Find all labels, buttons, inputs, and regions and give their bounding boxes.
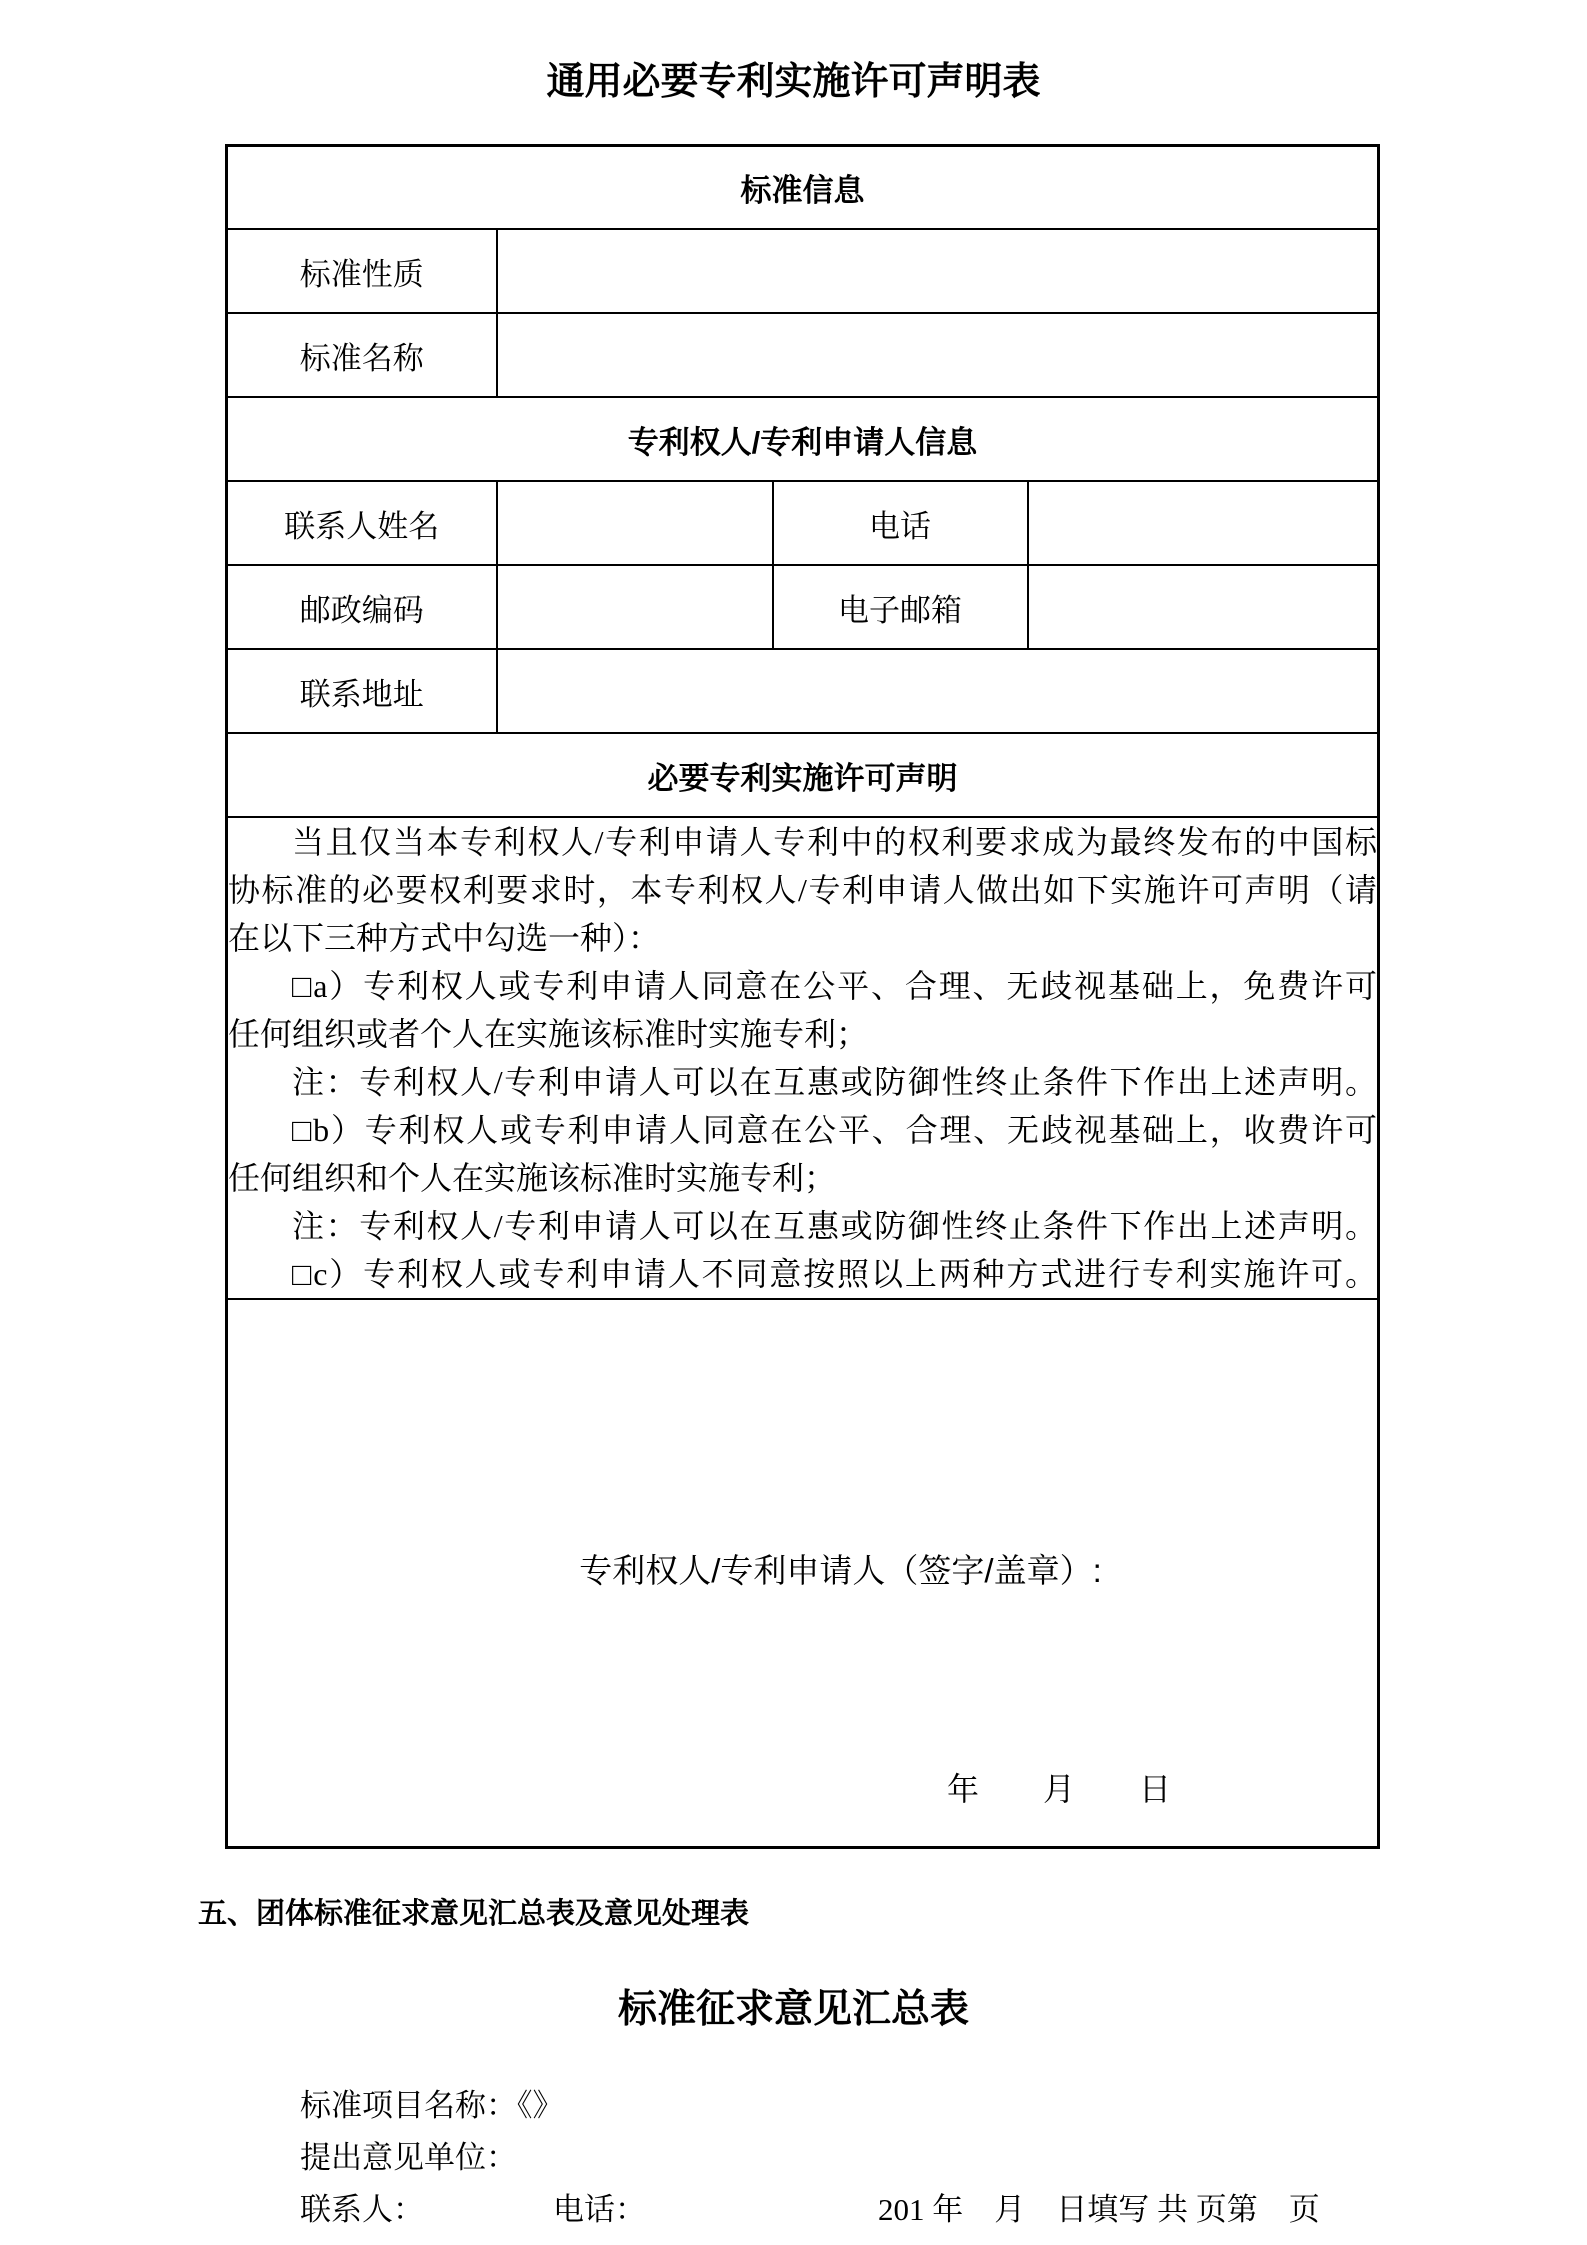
signature-date-line: 年 月 日 bbox=[946, 1771, 1171, 1808]
declaration-text-cell bbox=[227, 817, 1379, 1299]
declaration-line-text: 在以下三种方式中勾选一种）： bbox=[228, 920, 661, 957]
address-label: 联系地址 bbox=[227, 649, 497, 733]
project-name-label: 标准项目名称：《》 bbox=[300, 2088, 564, 2124]
standard-name-field[interactable] bbox=[497, 313, 1379, 397]
declaration-option-a bbox=[228, 962, 1377, 1010]
declaration-option-c bbox=[228, 1250, 1377, 1298]
declaration-line-text: a）专利权人或专利申请人同意在公平、合理、无歧视基础上，免费许可 bbox=[313, 968, 1377, 1005]
standard-nature-label: 标准性质 bbox=[227, 229, 497, 313]
standard-nature-field[interactable] bbox=[497, 229, 1379, 313]
option-b-checkbox[interactable]: □ bbox=[292, 1112, 314, 1149]
declaration-line-text: 任何组织或者个人在实施该标准时实施专利； bbox=[228, 1016, 869, 1053]
declaration-line bbox=[228, 866, 1377, 914]
standard-info-section-header: 标准信息 bbox=[227, 145, 1379, 229]
signature-cell[interactable] bbox=[227, 1299, 1379, 1848]
summary-table-title: 标准征求意见汇总表 bbox=[617, 1988, 969, 2032]
patentee-info-section-header: 专利权人/专利申请人信息 bbox=[227, 397, 1379, 481]
option-c-checkbox[interactable]: □ bbox=[292, 1256, 314, 1293]
declaration-line bbox=[228, 1154, 1377, 1202]
contact-name-label: 联系人姓名 bbox=[227, 481, 497, 565]
postal-code-field[interactable] bbox=[497, 565, 773, 649]
project-name-line bbox=[0, 2080, 1587, 2132]
page-title: 通用必要专利实施许可声明表 bbox=[546, 61, 1041, 103]
declaration-line-text: c）专利权人或专利申请人不同意按照以上两种方式进行专利实施许可。 bbox=[313, 1256, 1377, 1293]
section5-heading: 五、团体标准征求意见汇总表及意见处理表 bbox=[198, 1898, 750, 1931]
phone-field[interactable] bbox=[1028, 481, 1379, 565]
declaration-section-header: 必要专利实施许可声明 bbox=[227, 733, 1379, 817]
declaration-line-text: 注：专利权人/专利申请人可以在互惠或防御性终止条件下作出上述声明。 bbox=[292, 1064, 1377, 1101]
declaration-note bbox=[228, 1058, 1377, 1106]
email-field[interactable] bbox=[1028, 565, 1379, 649]
declaration-line-text: 任何组织和个人在实施该标准时实施专利； bbox=[228, 1160, 837, 1197]
declaration-line-text: 注：专利权人/专利申请人可以在互惠或防御性终止条件下作出上述声明。 bbox=[292, 1208, 1377, 1245]
declaration-line-text: 协标准的必要权利要求时，本专利权人/专利申请人做出如下实施许可声明（请 bbox=[228, 872, 1377, 909]
declaration-line bbox=[228, 1010, 1377, 1058]
contact-line bbox=[0, 2184, 1587, 2236]
postal-code-label: 邮政编码 bbox=[227, 565, 497, 649]
standard-name-label: 标准名称 bbox=[227, 313, 497, 397]
option-a-checkbox[interactable]: □ bbox=[292, 968, 314, 1005]
fill-date-label: 201 年 月 日填写 共 页第 页 bbox=[878, 2192, 1320, 2228]
declaration-note bbox=[228, 1202, 1377, 1250]
declaration-line-text: b）专利权人或专利申请人同意在公平、合理、无歧视基础上，收费许可 bbox=[313, 1112, 1377, 1149]
contact-name-field[interactable] bbox=[497, 481, 773, 565]
declaration-line-text: 当且仅当本专利权人/专利申请人专利中的权利要求成为最终发布的中国标 bbox=[292, 824, 1377, 861]
declaration-line bbox=[228, 914, 1377, 962]
phone-label: 电话 bbox=[773, 481, 1028, 565]
org-line bbox=[0, 2132, 1587, 2184]
declaration-option-b bbox=[228, 1106, 1377, 1154]
contact-label: 联系人： bbox=[300, 2192, 424, 2228]
address-field[interactable] bbox=[497, 649, 1379, 733]
org-label: 提出意见单位： bbox=[300, 2140, 517, 2176]
email-label: 电子邮箱 bbox=[773, 565, 1028, 649]
signature-label: 专利权人/专利申请人（签字/盖章）: bbox=[579, 1552, 1102, 1590]
contact-phone-label: 电话： bbox=[553, 2192, 646, 2228]
declaration-line bbox=[228, 818, 1377, 866]
patent-license-declaration-table bbox=[225, 144, 1380, 1850]
